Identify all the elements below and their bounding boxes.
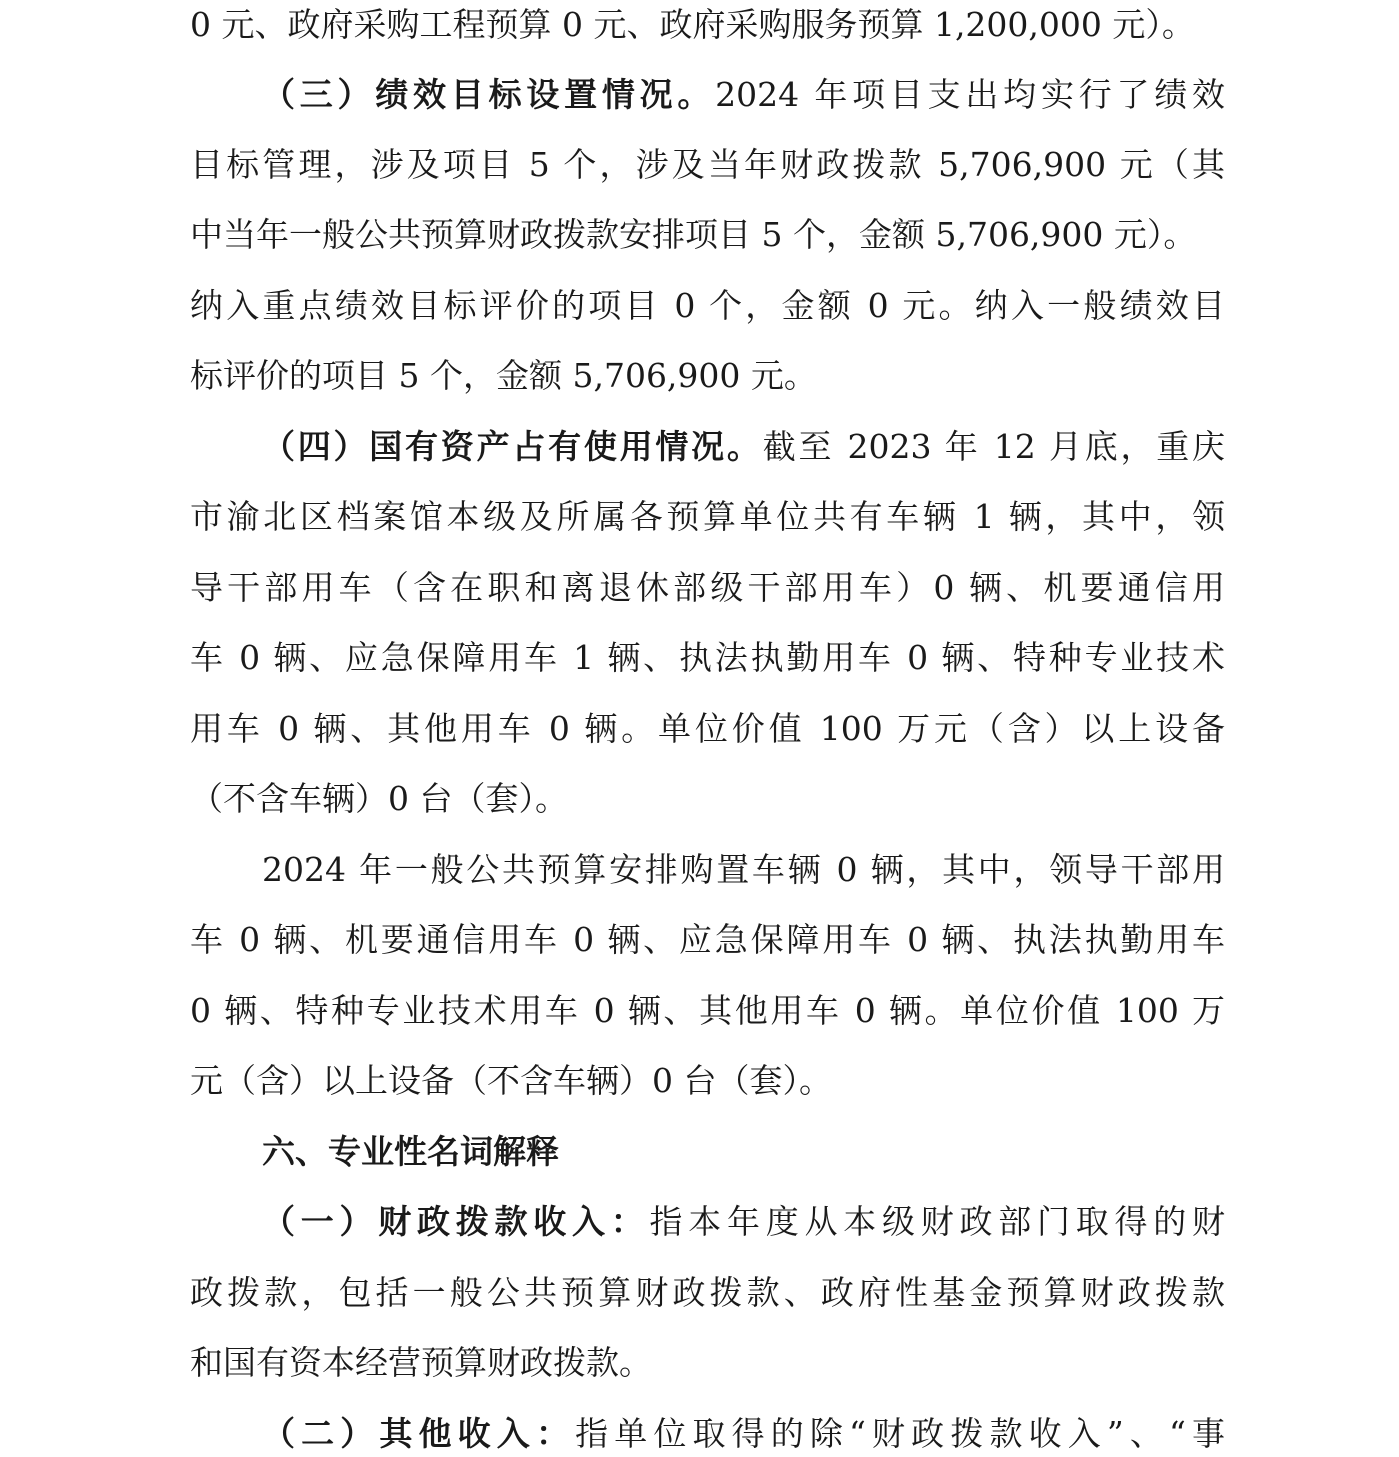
paragraph-line <box>190 1058 1225 1104</box>
paragraph-line <box>190 212 1225 258</box>
term-fiscal-appropriation-income: （一）财政拨款收入： <box>262 1202 650 1241</box>
line-text: 政拨款，包括一般公共预算财政拨款、政府性基金预算财政拨款 <box>190 1273 1225 1312</box>
paragraph-line <box>190 565 1225 611</box>
paragraph-line <box>190 635 1225 681</box>
line-text: 用车 0 辆、其他用车 0 辆。单位价值 100 万元（含）以上设备 <box>190 709 1225 748</box>
paragraph-line <box>190 706 1225 752</box>
line-text: （不含车辆）0 台（套）。 <box>190 779 568 818</box>
paragraph-line <box>190 283 1225 329</box>
line-text: 2024 年一般公共预算安排购置车辆 0 辆，其中，领导干部用 <box>262 850 1225 889</box>
line-text: 指本年度从本级财政部门取得的财 <box>649 1202 1225 1241</box>
line-text: 车 0 辆、应急保障用车 1 辆、执法执勤用车 0 辆、特种专业技术 <box>190 638 1225 677</box>
section-heading-terminology: 六、专业性名词解释 <box>262 1132 559 1171</box>
paragraph-line <box>262 72 1225 118</box>
line-text: 指单位取得的除“财政拨款收入”、“事 <box>575 1414 1226 1453</box>
section-heading-state-assets: （四）国有资产占有使用情况。 <box>262 427 763 466</box>
paragraph-line <box>190 353 1225 399</box>
line-text: 车 0 辆、机要通信用车 0 辆、应急保障用车 0 辆、执法执勤用车 <box>190 920 1225 959</box>
paragraph-line <box>190 917 1225 963</box>
term-other-income: （二）其他收入： <box>262 1414 576 1453</box>
line-text: 截至 2023 年 12 月底，重庆 <box>762 427 1226 466</box>
paragraph-line <box>190 776 1225 822</box>
paragraph-line <box>190 988 1225 1034</box>
section-heading-performance-goals: （三）绩效目标设置情况。 <box>262 75 716 114</box>
line-text: 和国有资本经营预算财政拨款。 <box>190 1343 652 1382</box>
section-heading <box>262 1129 1225 1175</box>
paragraph-line <box>262 847 1225 893</box>
line-text: 0 辆、特种专业技术用车 0 辆、其他用车 0 辆。单位价值 100 万 <box>190 991 1225 1030</box>
line-text: 纳入重点绩效目标评价的项目 0 个，金额 0 元。纳入一般绩效目 <box>190 286 1225 325</box>
line-text: 元（含）以上设备（不含车辆）0 台（套）。 <box>190 1061 832 1100</box>
line-text: 标评价的项目 5 个，金额 5,706,900 元。 <box>190 356 817 395</box>
paragraph-line <box>262 424 1225 470</box>
paragraph-line <box>190 1270 1225 1316</box>
paragraph-line <box>190 2 1225 48</box>
line-text: 市渝北区档案馆本级及所属各预算单位共有车辆 1 辆，其中，领 <box>190 497 1225 536</box>
paragraph-line <box>262 1199 1225 1245</box>
paragraph-line <box>190 142 1225 188</box>
line-text: 中当年一般公共预算财政拨款安排项目 5 个，金额 5,706,900 元）。 <box>190 215 1197 254</box>
line-text: 2024 年项目支出均实行了绩效 <box>715 75 1225 114</box>
line-text: 0 元、政府采购工程预算 0 元、政府采购服务预算 1,200,000 元）。 <box>190 5 1195 44</box>
paragraph-line <box>190 1340 1225 1386</box>
line-text: 导干部用车（含在职和离退休部级干部用车）0 辆、机要通信用 <box>190 568 1225 607</box>
line-text: 目标管理，涉及项目 5 个，涉及当年财政拨款 5,706,900 元（其 <box>190 145 1225 184</box>
paragraph-line <box>262 1411 1225 1457</box>
paragraph-line <box>190 494 1225 540</box>
